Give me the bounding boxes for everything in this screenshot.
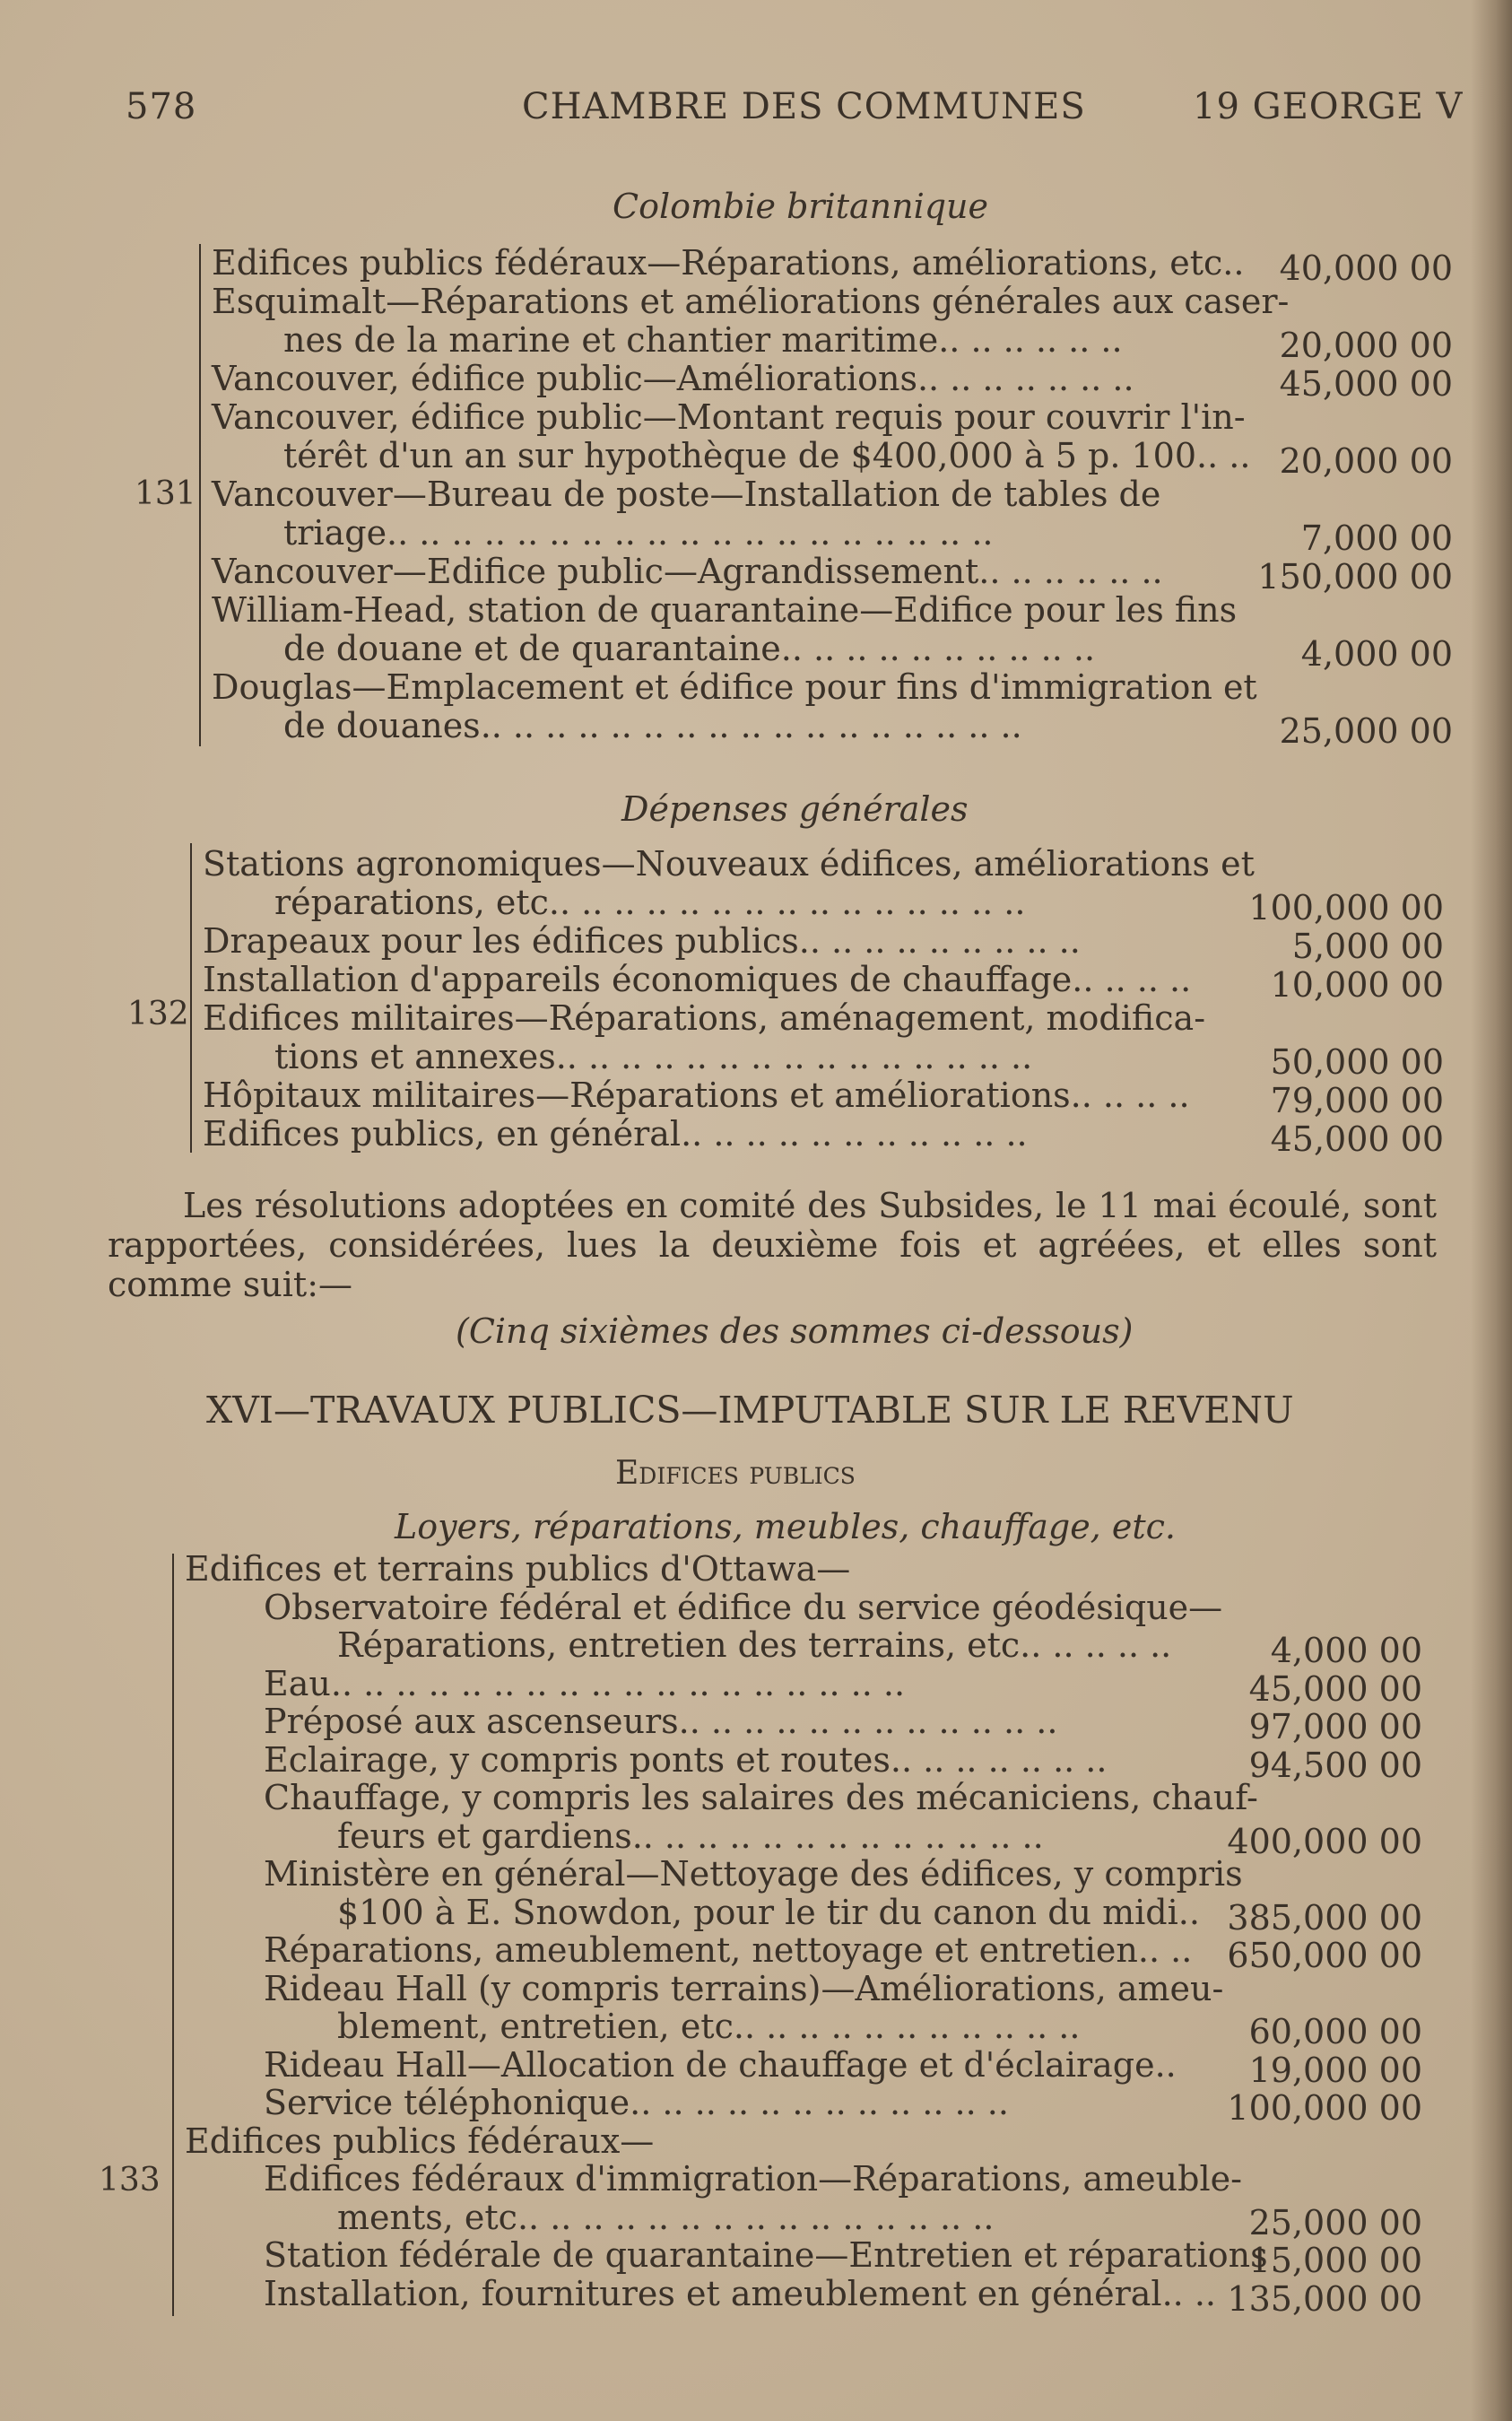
colombie-line-amount: 7,000 00 — [1300, 518, 1453, 558]
colombie-line-amount: 45,000 00 — [1279, 364, 1453, 404]
colombie-line-amount: 20,000 00 — [1279, 326, 1453, 365]
section-line-amount: 94,500 00 — [1248, 1745, 1422, 1785]
section-line-text: Chauffage, y compris les salaires des mécaniciens, chauf- — [264, 1778, 1258, 1817]
section-line-amount: 100,000 00 — [1227, 2088, 1422, 2128]
page-number: 578 — [126, 86, 197, 127]
section-line-text: Eclairage, y compris ponts et routes.. .. .. .. .. .. .. — [264, 1739, 1108, 1780]
colombie-line-text: Vancouver, édifice public—Montant requis pour couvrir l'in- — [212, 397, 1246, 437]
depenses-heading: Dépenses générales — [621, 789, 969, 829]
section-line-text: feurs et gardiens.. .. .. .. .. .. .. .. .. .. .. .. .. — [337, 1816, 1044, 1856]
colombie-brace — [199, 244, 201, 746]
section-line-text: Edifices fédéraux d'immigration—Réparations, ameuble- — [264, 2159, 1242, 2199]
depenses-line-text: réparations, etc.. .. .. .. .. .. .. .. .. .. .. .. .. .. .. — [274, 883, 1026, 922]
colombie-line-amount: 4,000 00 — [1300, 634, 1453, 674]
colombie-number: 131 — [135, 475, 196, 512]
section-line-amount: 385,000 00 — [1227, 1897, 1422, 1938]
colombie-heading: Colombie britannique — [613, 187, 989, 226]
section-line-amount: 97,000 00 — [1248, 1707, 1422, 1746]
colombie-line-text: nes de la marine et chantier maritime.. .. .. .. .. .. — [283, 320, 1123, 360]
colombie-line-amount: 20,000 00 — [1279, 441, 1453, 481]
depenses-line-text: Edifices militaires—Réparations, aménagement, modifica- — [203, 998, 1206, 1038]
depenses-line-text: Drapeaux pour les édifices publics.. .. .. .. .. .. .. .. .. — [203, 921, 1081, 961]
section-line-text: Edifices publics fédéraux— — [185, 2121, 655, 2161]
colombie-line-text: Esquimalt—Réparations et améliorations générales aux caser- — [212, 282, 1290, 321]
depenses-brace — [190, 843, 192, 1153]
section-line-text: Préposé aux ascenseurs.. .. .. .. .. .. .. .. .. .. .. .. — [264, 1702, 1058, 1741]
section-brace — [172, 1554, 174, 2316]
section-line-text: Observatoire fédéral et édifice du service géodésique— — [264, 1587, 1223, 1627]
section-line-text: Eau.. .. .. .. .. .. .. .. .. .. .. .. .. .. .. .. .. .. — [264, 1663, 906, 1703]
section-line-text: Réparations, ameublement, nettoyage et entretien.. .. — [264, 1930, 1193, 1970]
page-edge-shadow — [1471, 0, 1512, 2421]
section-line-text: blement, entretien, etc.. .. .. .. .. .. .. .. .. .. .. — [337, 2007, 1081, 2046]
depenses-line-text: tions et annexes.. .. .. .. .. .. .. .. .. .. .. .. .. .. .. — [274, 1037, 1033, 1076]
depenses-number: 132 — [127, 996, 189, 1032]
colombie-line-amount: 150,000 00 — [1257, 557, 1453, 597]
section-line-amount: 19,000 00 — [1248, 2050, 1422, 2090]
section-line-amount: 25,000 00 — [1248, 2202, 1422, 2242]
section-line-text: $100 à E. Snowdon, pour le tir du canon du midi.. — [337, 1892, 1200, 1932]
section-line-amount: 400,000 00 — [1227, 1821, 1422, 1861]
colombie-line-text: Douglas—Emplacement et édifice pour fins d'immigration et — [212, 667, 1257, 707]
section-line-amount: 60,000 00 — [1248, 2012, 1422, 2051]
depenses-line-amount: 10,000 00 — [1270, 965, 1444, 1005]
section-line-text: Installation, fournitures et ameublement en général.. .. — [264, 2273, 1216, 2313]
colombie-line-text: Vancouver—Edifice public—Agrandissement.. .. .. .. .. .. — [212, 552, 1163, 591]
colombie-line-text: triage.. .. .. .. .. .. .. .. .. .. .. .. .. .. .. .. .. .. .. — [283, 513, 994, 553]
depenses-line-amount: 79,000 00 — [1270, 1081, 1444, 1120]
depenses-line-text: Stations agronomiques—Nouveaux édifices, améliorations et — [203, 844, 1255, 884]
section-line-amount: 650,000 00 — [1227, 1936, 1422, 1975]
section-line-amount: 135,000 00 — [1227, 2278, 1422, 2319]
section-title: XVI—TRAVAUX PUBLICS—IMPUTABLE SUR LE REVENU — [206, 1389, 1294, 1432]
section-subheading: Loyers, réparations, meubles, chauffage, etc. — [395, 1507, 1176, 1546]
colombie-line-text: William-Head, station de quarantaine—Edifice pour les fins — [212, 590, 1238, 630]
colombie-line-text: Vancouver—Bureau de poste—Installation de tables de — [212, 475, 1161, 514]
section-line-amount: 15,000 00 — [1248, 2241, 1422, 2280]
depenses-line-amount: 45,000 00 — [1270, 1119, 1444, 1159]
section-line-text: Ministère en général—Nettoyage des édifices, y compris — [264, 1854, 1243, 1894]
depenses-line-amount: 100,000 00 — [1248, 888, 1444, 927]
section-line-text: ments, etc.. .. .. .. .. .. .. .. .. .. .. .. .. .. .. — [337, 2197, 995, 2237]
section-line-text: Rideau Hall—Allocation de chauffage et d'éclairage.. — [264, 2044, 1177, 2085]
depenses-line-amount: 50,000 00 — [1270, 1042, 1444, 1082]
depenses-line-amount: 5,000 00 — [1291, 927, 1444, 966]
colombie-line-amount: 40,000 00 — [1279, 248, 1453, 288]
running-title: CHAMBRE DES COMMUNES — [522, 86, 1086, 127]
section-line-amount: 45,000 00 — [1248, 1668, 1422, 1709]
depenses-line-text: Edifices publics, en général.. .. .. .. .. .. .. .. .. .. .. — [203, 1114, 1028, 1154]
running-right: 19 GEORGE V — [1193, 86, 1464, 127]
section-line-amount: 4,000 00 — [1270, 1631, 1422, 1670]
colombie-line-text: de douane et de quarantaine.. .. .. .. .. .. .. .. .. .. — [283, 629, 1096, 668]
colombie-line-text: Vancouver, édifice public—Améliorations.. .. .. .. .. .. .. — [212, 359, 1134, 398]
colombie-line-text: Edifices publics fédéraux—Réparations, améliorations, etc.. — [212, 243, 1245, 283]
depenses-line-text: Installation d'appareils économiques de chauffage.. .. .. .. — [203, 960, 1192, 999]
section-line-text: Service téléphonique.. .. .. .. .. .. .. .. .. .. .. .. — [264, 2083, 1009, 2122]
section-line-text: Réparations, entretien des terrains, etc.. .. .. .. .. — [337, 1625, 1172, 1665]
colombie-line-amount: 25,000 00 — [1279, 711, 1453, 751]
colombie-line-text: de douanes.. .. .. .. .. .. .. .. .. .. .. .. .. .. .. .. .. — [283, 706, 1022, 745]
resolution-paragraph: Les résolutions adoptées en comité des Subsides, le 11 mai écoulé, sont rapportées, considérées, lues la deuxième fois et agréées, et elles sont comme suit:— — [108, 1186, 1437, 1304]
depenses-line-text: Hôpitaux militaires—Réparations et améliorations.. .. .. .. — [203, 1076, 1190, 1115]
section-subtitle: Edifices publics — [615, 1455, 856, 1492]
section-line-text: Rideau Hall (y compris terrains)—Améliorations, ameu- — [264, 1968, 1224, 2008]
section-number: 133 — [99, 2162, 161, 2199]
colombie-line-text: térêt d'un an sur hypothèque de $400,000 à 5 p. 100.. .. — [283, 436, 1251, 475]
section-line-text: Edifices et terrains publics d'Ottawa— — [185, 1549, 851, 1589]
resolution-note: (Cinq sixièmes des sommes ci-dessous) — [456, 1311, 1134, 1351]
section-line-text: Station fédérale de quarantaine—Entretien et réparations — [264, 2235, 1268, 2275]
